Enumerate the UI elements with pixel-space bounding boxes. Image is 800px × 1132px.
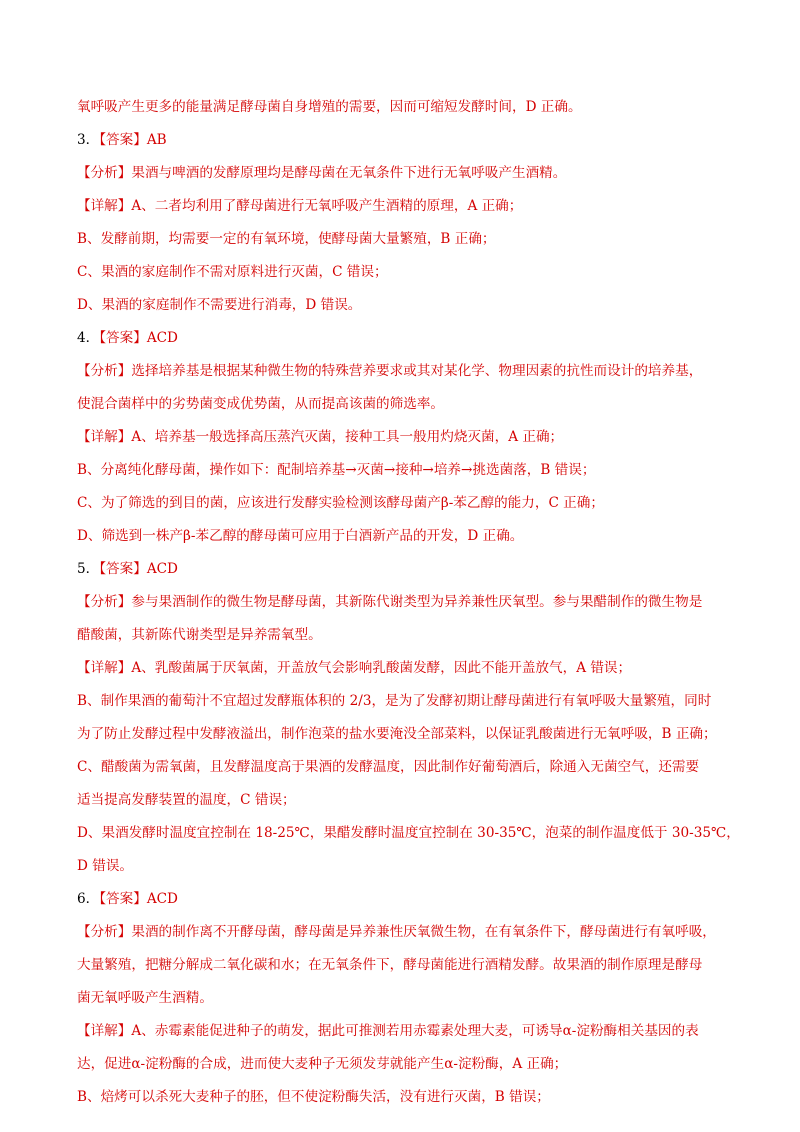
- answer-header-line: [77, 129, 737, 151]
- text-line: [77, 96, 737, 118]
- line-text: 【详解】A、赤霉素能促进种子的萌发，据此可推测若用赤霉素处理大麦，可诱导α-淀粉酶相关基因的表: [77, 1023, 699, 1039]
- line-text: D、果酒发酵时温度宜控制在 18-25℃，果醋发酵时温度宜控制在 30-35℃，泡菜的制作温度低于 30-35℃，: [77, 825, 740, 841]
- line-text: 为了防止发酵过程中发酵液溢出，制作泡菜的盐水要淹没全部菜料，以保证乳酸菌进行无氧呼吸，B 正确；: [77, 726, 717, 742]
- text-line: [77, 261, 737, 283]
- line-text: 大量繁殖，把糖分解成二氧化碳和水；在无氧条件下，酵母菌能进行酒精发酵。故果酒的制作原理是酵母: [77, 957, 703, 973]
- line-text: 【答案】ACD: [99, 330, 178, 346]
- line-text: B、焙烤可以杀死大麦种子的胚，但不使淀粉酶失活，没有进行灭菌，B 错误；: [77, 1089, 550, 1105]
- text-line: [77, 1053, 737, 1075]
- line-text: 【答案】ACD: [99, 891, 178, 907]
- line-text: B、分离纯化酵母菌，操作如下：配制培养基→灭菌→接种→培养→挑选菌落，B 错误；: [77, 462, 596, 478]
- text-line: [77, 954, 737, 976]
- text-line: [77, 459, 737, 481]
- line-text: 【详解】A、培养基一般选择高压蒸汽灭菌，接种工具一般用灼烧灭菌，A 正确；: [77, 429, 564, 445]
- line-text: D 错误。: [77, 858, 134, 874]
- text-line: [77, 360, 737, 382]
- line-text: 【答案】ACD: [99, 561, 178, 577]
- text-line: [77, 492, 737, 514]
- line-text: D、果酒的家庭制作不需要进行消毒，D 错误。: [77, 297, 362, 313]
- text-line: [77, 921, 737, 943]
- text-line: [77, 987, 737, 1009]
- line-text: 达，促进α-淀粉酶的合成，进而使大麦种子无须发芽就能产生α-淀粉酶，A 正确；: [77, 1056, 568, 1072]
- question-number: 6．: [77, 891, 100, 907]
- text-line: [77, 162, 737, 184]
- line-text: 醋酸菌，其新陈代谢类型是异养需氧型。: [77, 627, 322, 643]
- text-line: [77, 393, 737, 415]
- line-text: 【答案】AB: [99, 132, 167, 148]
- text-line: [77, 789, 737, 811]
- line-text: 【分析】参与果酒制作的微生物是酵母菌，其新陈代谢类型为异养兼性厌氧型。参与果醋制作的微生物是: [77, 594, 703, 610]
- line-text: 菌无氧呼吸产生酒精。: [77, 990, 213, 1006]
- line-text: 适当提高发酵装置的温度，C 错误；: [77, 792, 296, 808]
- text-line: [77, 657, 737, 679]
- line-text: B、制作果酒的葡萄汁不宜超过发酵瓶体积的 2/3，是为了发酵初期让酵母菌进行有氧呼吸大量繁殖，同时: [77, 693, 712, 709]
- line-text: C、醋酸菌为需氧菌，且发酵温度高于果酒的发酵温度，因此制作好葡萄酒后，除通入无菌空气，还需要: [77, 759, 700, 775]
- text-line: [77, 228, 737, 250]
- answer-header-line: [77, 888, 737, 910]
- text-line: [77, 1020, 737, 1042]
- line-text: 使混合菌样中的劣势菌变成优势菌，从而提高该菌的筛选率。: [77, 396, 445, 412]
- line-text: C、为了筛选的到目的菌，应该进行发酵实验检测该酵母菌产β-苯乙醇的能力，C 正确；: [77, 495, 604, 511]
- line-text: 【分析】果酒的制作离不开酵母菌，酵母菌是异养兼性厌氧微生物，在有氧条件下，酵母菌进行有氧呼吸，: [77, 924, 716, 940]
- answer-text-body: [77, 96, 740, 1119]
- line-text: 【分析】选择培养基是根据某种微生物的特殊营养要求或其对某化学、物理因素的抗性而设计的培养基，: [77, 363, 703, 379]
- question-number: 5．: [77, 561, 100, 577]
- text-line: [77, 624, 737, 646]
- line-text: 【分析】果酒与啤酒的发酵原理均是酵母菌在无氧条件下进行无氧呼吸产生酒精。: [77, 165, 567, 181]
- line-text: 氧呼吸产生更多的能量满足酵母菌自身增殖的需要，因而可缩短发酵时间，D 正确。: [77, 99, 582, 115]
- line-text: 【详解】A、乳酸菌属于厌氧菌，开盖放气会影响乳酸菌发酵，因此不能开盖放气，A 错误；: [77, 660, 632, 676]
- text-line: [77, 822, 740, 844]
- text-line: [77, 756, 737, 778]
- text-line: [77, 294, 737, 316]
- text-line: [77, 426, 737, 448]
- text-line: [77, 195, 737, 217]
- question-number: 4．: [77, 330, 100, 346]
- text-line: [77, 1086, 737, 1108]
- line-text: 【详解】A、二者均利用了酵母菌进行无氧呼吸产生酒精的原理，A 正确；: [77, 198, 523, 214]
- text-line: [77, 591, 737, 613]
- question-number: 3．: [77, 132, 100, 148]
- line-text: D、筛选到一株产β-苯乙醇的酵母菌可应用于白酒新产品的开发，D 正确。: [77, 528, 524, 544]
- answer-header-line: [77, 558, 737, 580]
- text-line: [77, 690, 737, 712]
- text-line: [77, 723, 737, 745]
- line-text: C、果酒的家庭制作不需对原料进行灭菌，C 错误；: [77, 264, 388, 280]
- text-line: [77, 525, 737, 547]
- line-text: B、发酵前期，均需要一定的有氧环境，使酵母菌大量繁殖，B 正确；: [77, 231, 496, 247]
- text-line: [77, 855, 737, 877]
- answer-header-line: [77, 327, 737, 349]
